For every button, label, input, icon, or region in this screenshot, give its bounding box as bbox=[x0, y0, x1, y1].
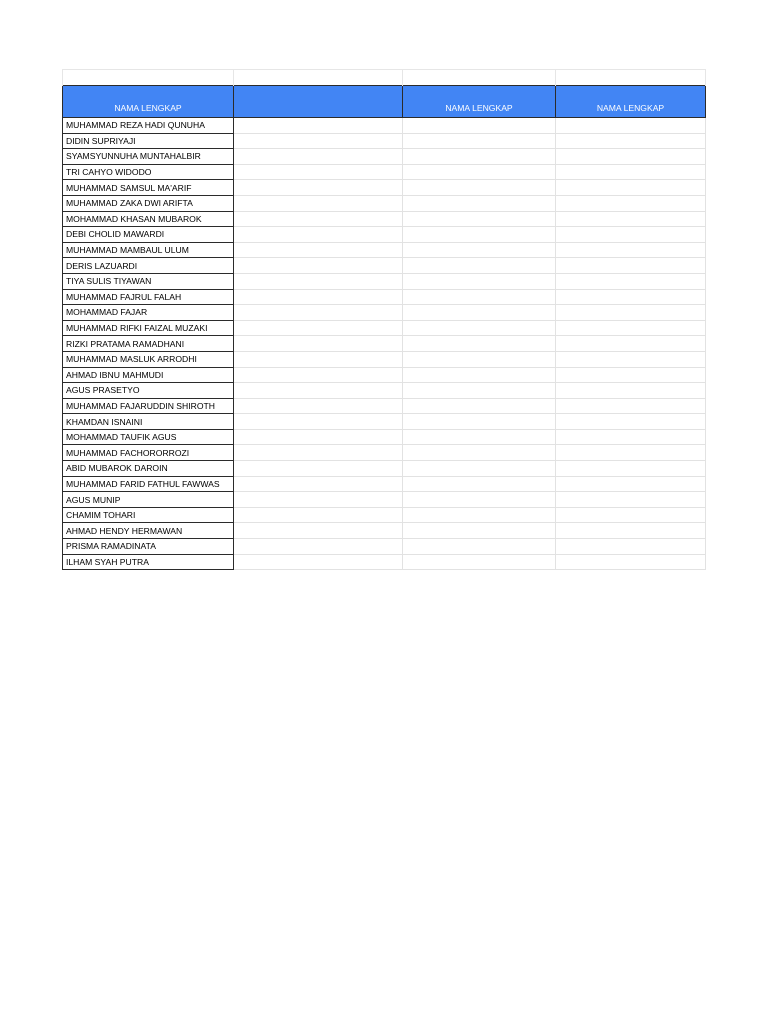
empty-cell[interactable] bbox=[234, 461, 403, 477]
empty-cell[interactable] bbox=[403, 118, 556, 134]
empty-cell[interactable] bbox=[403, 133, 556, 149]
name-cell[interactable]: PRISMA RAMADINATA bbox=[63, 539, 234, 555]
table-row bbox=[63, 242, 706, 258]
name-cell[interactable]: MUHAMMAD SAMSUL MA'ARIF bbox=[63, 180, 234, 196]
name-cell[interactable]: DIDIN SUPRIYAJI bbox=[63, 133, 234, 149]
name-cell[interactable]: CHAMIM TOHARI bbox=[63, 507, 234, 523]
header-row bbox=[63, 86, 706, 118]
table-row bbox=[63, 211, 706, 227]
empty-cell[interactable] bbox=[234, 351, 403, 367]
empty-cell[interactable] bbox=[403, 507, 556, 523]
empty-cell[interactable] bbox=[403, 149, 556, 165]
empty-cell[interactable] bbox=[556, 383, 706, 399]
empty-cell[interactable] bbox=[556, 164, 706, 180]
empty-cell[interactable] bbox=[403, 554, 556, 570]
empty-cell[interactable] bbox=[403, 539, 556, 555]
name-cell[interactable]: AGUS MUNIP bbox=[63, 492, 234, 508]
empty-cell[interactable] bbox=[234, 383, 403, 399]
empty-cell[interactable] bbox=[234, 523, 403, 539]
name-cell[interactable]: AHMAD IBNU MAHMUDI bbox=[63, 367, 234, 383]
empty-cell[interactable] bbox=[234, 507, 403, 523]
empty-cell[interactable] bbox=[403, 195, 556, 211]
empty-cell[interactable] bbox=[556, 211, 706, 227]
table-row bbox=[63, 305, 706, 321]
blank-cell[interactable] bbox=[63, 70, 234, 86]
empty-cell[interactable] bbox=[403, 429, 556, 445]
spreadsheet-table bbox=[62, 69, 706, 570]
empty-cell[interactable] bbox=[556, 351, 706, 367]
empty-cell[interactable] bbox=[234, 414, 403, 430]
empty-cell[interactable] bbox=[403, 305, 556, 321]
empty-cell[interactable] bbox=[234, 429, 403, 445]
header-cell-nama-lengkap-2[interactable]: NAMA LENGKAP bbox=[403, 86, 556, 118]
empty-cell[interactable] bbox=[403, 320, 556, 336]
empty-cell[interactable] bbox=[234, 554, 403, 570]
empty-cell[interactable] bbox=[556, 492, 706, 508]
empty-cell[interactable] bbox=[556, 414, 706, 430]
name-cell[interactable]: DEBI CHOLID MAWARDI bbox=[63, 227, 234, 243]
table-row bbox=[63, 445, 706, 461]
empty-cell[interactable] bbox=[403, 336, 556, 352]
empty-cell[interactable] bbox=[556, 336, 706, 352]
empty-cell[interactable] bbox=[556, 429, 706, 445]
empty-cell[interactable] bbox=[556, 273, 706, 289]
empty-cell[interactable] bbox=[234, 149, 403, 165]
empty-cell[interactable] bbox=[556, 461, 706, 477]
empty-cell[interactable] bbox=[556, 242, 706, 258]
empty-cell[interactable] bbox=[556, 445, 706, 461]
name-cell[interactable]: AHMAD HENDY HERMAWAN bbox=[63, 523, 234, 539]
empty-cell[interactable] bbox=[403, 227, 556, 243]
empty-cell[interactable] bbox=[556, 554, 706, 570]
table-row bbox=[63, 367, 706, 383]
empty-cell[interactable] bbox=[234, 258, 403, 274]
name-cell[interactable]: TIYA SULIS TIYAWAN bbox=[63, 273, 234, 289]
empty-cell[interactable] bbox=[403, 164, 556, 180]
table-row bbox=[63, 492, 706, 508]
table-row bbox=[63, 227, 706, 243]
empty-cell[interactable] bbox=[403, 476, 556, 492]
name-cell[interactable]: MUHAMMAD RIFKI FAIZAL MUZAKI bbox=[63, 320, 234, 336]
table-row bbox=[63, 398, 706, 414]
empty-cell[interactable] bbox=[403, 367, 556, 383]
empty-cell[interactable] bbox=[556, 258, 706, 274]
empty-cell[interactable] bbox=[234, 445, 403, 461]
empty-cell[interactable] bbox=[234, 273, 403, 289]
blank-cell[interactable] bbox=[403, 70, 556, 86]
name-cell[interactable]: ILHAM SYAH PUTRA bbox=[63, 554, 234, 570]
empty-cell[interactable] bbox=[234, 539, 403, 555]
empty-cell[interactable] bbox=[234, 492, 403, 508]
table-row bbox=[63, 539, 706, 555]
name-cell[interactable]: MOHAMMAD KHASAN MUBAROK bbox=[63, 211, 234, 227]
table-row bbox=[63, 320, 706, 336]
empty-cell[interactable] bbox=[556, 289, 706, 305]
name-cell[interactable]: SYAMSYUNNUHA MUNTAHALBIR bbox=[63, 149, 234, 165]
empty-cell[interactable] bbox=[556, 227, 706, 243]
table-row bbox=[63, 180, 706, 196]
empty-cell[interactable] bbox=[234, 211, 403, 227]
empty-cell[interactable] bbox=[234, 180, 403, 196]
header-cell-nama-lengkap-3[interactable]: NAMA LENGKAP bbox=[556, 86, 706, 118]
table-row bbox=[63, 461, 706, 477]
empty-cell[interactable] bbox=[403, 351, 556, 367]
empty-cell[interactable] bbox=[556, 118, 706, 134]
table-row bbox=[63, 273, 706, 289]
name-cell[interactable]: MUHAMMAD FAJRUL FALAH bbox=[63, 289, 234, 305]
empty-cell[interactable] bbox=[234, 336, 403, 352]
empty-cell[interactable] bbox=[556, 539, 706, 555]
empty-cell[interactable] bbox=[556, 523, 706, 539]
empty-cell[interactable] bbox=[234, 164, 403, 180]
table-row bbox=[63, 289, 706, 305]
name-cell[interactable]: MUHAMMAD MASLUK ARRODHI bbox=[63, 351, 234, 367]
empty-cell[interactable] bbox=[234, 367, 403, 383]
name-cell[interactable]: MUHAMMAD MAMBAUL ULUM bbox=[63, 242, 234, 258]
name-cell[interactable]: MUHAMMAD ZAKA DWI ARIFTA bbox=[63, 195, 234, 211]
empty-cell[interactable] bbox=[403, 289, 556, 305]
empty-cell[interactable] bbox=[234, 289, 403, 305]
empty-cell[interactable] bbox=[234, 320, 403, 336]
name-cell[interactable]: MUHAMMAD FARID FATHUL FAWWAS bbox=[63, 476, 234, 492]
empty-cell[interactable] bbox=[234, 118, 403, 134]
table-row bbox=[63, 195, 706, 211]
name-cell[interactable]: RIZKI PRATAMA RAMADHANI bbox=[63, 336, 234, 352]
empty-cell[interactable] bbox=[556, 398, 706, 414]
name-cell[interactable]: AGUS PRASETYO bbox=[63, 383, 234, 399]
empty-cell[interactable] bbox=[403, 492, 556, 508]
table-row bbox=[63, 523, 706, 539]
empty-cell[interactable] bbox=[234, 227, 403, 243]
empty-cell[interactable] bbox=[556, 367, 706, 383]
empty-cell[interactable] bbox=[403, 414, 556, 430]
table-row bbox=[63, 336, 706, 352]
table-row bbox=[63, 118, 706, 134]
name-cell[interactable]: TRI CAHYO WIDODO bbox=[63, 164, 234, 180]
blank-top-row bbox=[63, 70, 706, 86]
name-cell[interactable]: KHAMDAN ISNAINI bbox=[63, 414, 234, 430]
table-row bbox=[63, 351, 706, 367]
empty-cell[interactable] bbox=[234, 242, 403, 258]
table-row bbox=[63, 476, 706, 492]
empty-cell[interactable] bbox=[403, 180, 556, 196]
empty-cell[interactable] bbox=[403, 523, 556, 539]
empty-cell[interactable] bbox=[403, 273, 556, 289]
name-cell[interactable]: ABID MUBAROK DAROIN bbox=[63, 461, 234, 477]
empty-cell[interactable] bbox=[556, 195, 706, 211]
empty-cell[interactable] bbox=[403, 211, 556, 227]
empty-cell[interactable] bbox=[234, 476, 403, 492]
table-row bbox=[63, 554, 706, 570]
table-row bbox=[63, 258, 706, 274]
table-row bbox=[63, 507, 706, 523]
spreadsheet-body bbox=[63, 70, 706, 570]
empty-cell[interactable] bbox=[403, 258, 556, 274]
empty-cell[interactable] bbox=[403, 398, 556, 414]
name-cell[interactable]: MUHAMMAD FACHORORROZI bbox=[63, 445, 234, 461]
blank-cell[interactable] bbox=[234, 70, 403, 86]
empty-cell[interactable] bbox=[234, 398, 403, 414]
empty-cell[interactable] bbox=[556, 476, 706, 492]
empty-cell[interactable] bbox=[556, 507, 706, 523]
empty-cell[interactable] bbox=[234, 133, 403, 149]
table-row bbox=[63, 164, 706, 180]
table-row bbox=[63, 414, 706, 430]
blank-cell[interactable] bbox=[556, 70, 706, 86]
header-cell-empty[interactable] bbox=[234, 86, 403, 118]
name-cell[interactable]: MOHAMMAD FAJAR bbox=[63, 305, 234, 321]
empty-cell[interactable] bbox=[556, 149, 706, 165]
empty-cell[interactable] bbox=[556, 133, 706, 149]
table-row bbox=[63, 133, 706, 149]
name-cell[interactable]: MUHAMMAD FAJARUDDIN SHIROTH bbox=[63, 398, 234, 414]
empty-cell[interactable] bbox=[556, 320, 706, 336]
empty-cell[interactable] bbox=[234, 195, 403, 211]
empty-cell[interactable] bbox=[556, 180, 706, 196]
name-cell[interactable]: MUHAMMAD REZA HADI QUNUHA bbox=[63, 118, 234, 134]
table-row bbox=[63, 383, 706, 399]
empty-cell[interactable] bbox=[556, 305, 706, 321]
name-cell[interactable]: DERIS LAZUARDI bbox=[63, 258, 234, 274]
empty-cell[interactable] bbox=[234, 305, 403, 321]
empty-cell[interactable] bbox=[403, 383, 556, 399]
table-row bbox=[63, 429, 706, 445]
header-cell-nama-lengkap-1[interactable]: NAMA LENGKAP bbox=[63, 86, 234, 118]
empty-cell[interactable] bbox=[403, 445, 556, 461]
empty-cell[interactable] bbox=[403, 242, 556, 258]
table-row bbox=[63, 149, 706, 165]
empty-cell[interactable] bbox=[403, 461, 556, 477]
name-cell[interactable]: MOHAMMAD TAUFIK AGUS bbox=[63, 429, 234, 445]
